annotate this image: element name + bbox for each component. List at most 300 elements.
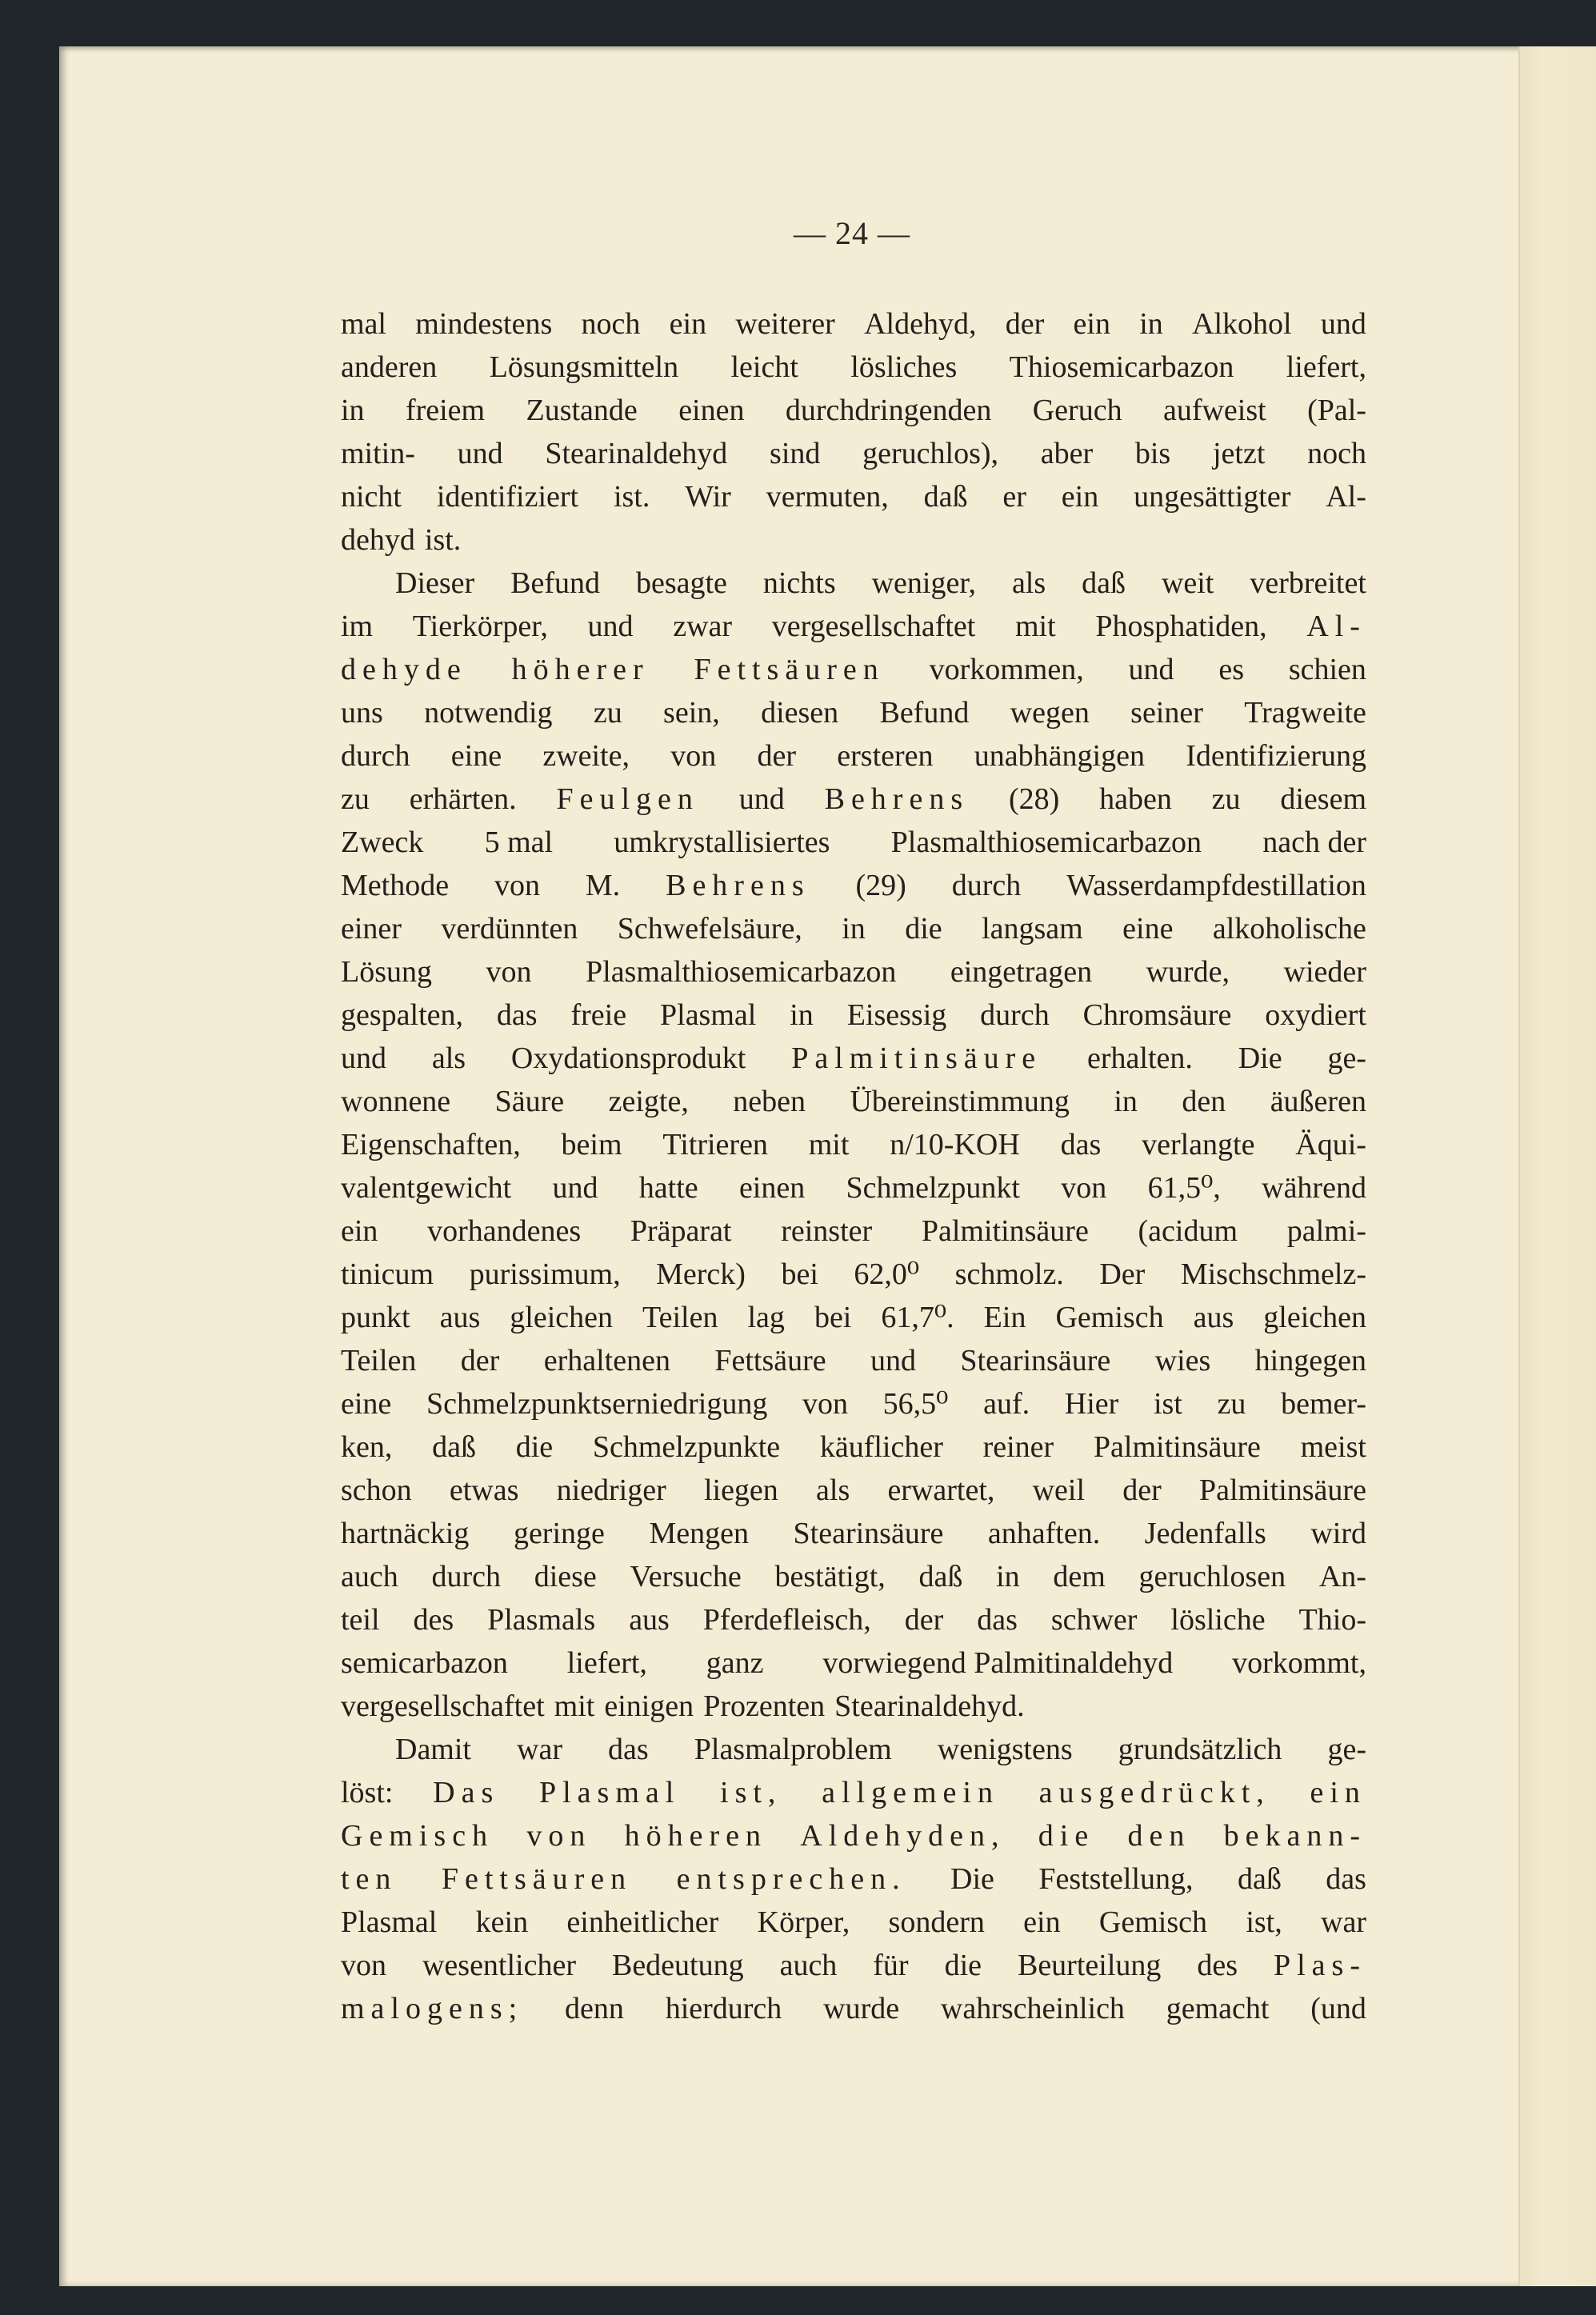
- word: den: [1182, 1085, 1226, 1118]
- word: zwar: [673, 610, 733, 643]
- word: in: [1114, 1085, 1138, 1118]
- word: Übereinstimmung: [850, 1085, 1070, 1118]
- word: Ein: [983, 1301, 1026, 1334]
- word: ken,: [341, 1430, 393, 1464]
- word: zu: [1211, 782, 1241, 816]
- word: notwendig: [424, 696, 553, 730]
- word: der: [757, 739, 797, 773]
- word: nicht: [341, 480, 402, 514]
- word: neben: [733, 1085, 806, 1118]
- word: einer: [341, 912, 402, 946]
- word: gemacht: [1166, 1992, 1270, 2025]
- word: Wir: [685, 480, 731, 514]
- word: einen: [738, 1171, 806, 1205]
- text-line: [341, 1425, 1366, 1469]
- word: vergesellschaftet: [341, 1689, 545, 1723]
- word: ungesättigter: [1134, 480, 1291, 514]
- word: einigen: [604, 1689, 694, 1723]
- word: mitin-: [341, 437, 415, 470]
- word: vorkommt,: [1232, 1646, 1366, 1680]
- word: Zweck: [341, 826, 424, 859]
- word: lag: [747, 1301, 785, 1334]
- text-line: [341, 907, 1366, 950]
- text-line: [341, 1598, 1366, 1641]
- word: Stearinaldehyd: [545, 437, 728, 470]
- word: das: [1060, 1128, 1102, 1161]
- text-line: [341, 648, 1366, 691]
- text-line: [341, 1123, 1366, 1166]
- word: Chromsäure: [1082, 998, 1232, 1032]
- word: Teilen: [341, 1344, 417, 1377]
- word: sein,: [663, 696, 720, 730]
- word: Plasmal: [341, 1905, 438, 1939]
- word: diesen: [761, 696, 839, 730]
- word: Befund: [879, 696, 970, 730]
- word: n/10-KOH: [890, 1128, 1020, 1161]
- word: anhaften.: [987, 1517, 1101, 1550]
- word: Mengen: [649, 1517, 749, 1550]
- word: Al-: [1326, 480, 1366, 514]
- word: weniger,: [871, 566, 976, 600]
- word: der: [904, 1603, 944, 1637]
- word: ist,: [720, 1776, 782, 1809]
- word: meist: [1300, 1430, 1366, 1464]
- text-line: [341, 1209, 1366, 1253]
- word: aus: [1193, 1301, 1234, 1334]
- word: eine: [1122, 912, 1174, 946]
- text-line: [341, 691, 1366, 734]
- text-line: [341, 1080, 1366, 1123]
- word: durchdringenden: [785, 394, 992, 427]
- word: mal: [341, 307, 386, 341]
- word: aber: [1040, 437, 1094, 470]
- word: Plasmal: [538, 1776, 681, 1809]
- word: (acidum: [1138, 1214, 1238, 1248]
- word: Stearinsäure: [960, 1344, 1111, 1377]
- word: Äqui-: [1295, 1128, 1366, 1161]
- word: weil: [1032, 1473, 1086, 1507]
- word: von: [670, 739, 717, 773]
- word: Plasmals: [487, 1603, 596, 1637]
- word: Stearinaldehyd.: [834, 1689, 1025, 1723]
- word: Schmelzpunkte: [592, 1430, 781, 1464]
- text-line: [341, 1253, 1366, 1296]
- word: schwer: [1050, 1603, 1138, 1637]
- word: mit: [808, 1128, 850, 1161]
- word: Damit: [395, 1733, 471, 1766]
- word: hingegen: [1254, 1344, 1366, 1377]
- word: nichts: [762, 566, 836, 600]
- word: vorkommen,: [929, 653, 1084, 686]
- word: eine: [450, 739, 502, 773]
- word: bekann-: [1223, 1819, 1366, 1853]
- word: Teilen: [642, 1301, 718, 1334]
- word: die: [1038, 1819, 1095, 1853]
- word: in: [341, 394, 365, 427]
- word: oxydiert: [1265, 998, 1366, 1032]
- word: Eisessig: [846, 998, 947, 1032]
- word: (und: [1310, 1992, 1366, 2025]
- word: war: [517, 1733, 562, 1766]
- word: liefert,: [1286, 350, 1366, 384]
- word: Behrens: [666, 869, 810, 902]
- word: im: [341, 610, 374, 643]
- word: punkt: [341, 1301, 410, 1334]
- word: ist.: [424, 523, 462, 557]
- word: ten: [341, 1862, 398, 1896]
- word: allgemein: [822, 1776, 999, 1809]
- word: ge-: [1327, 1733, 1366, 1766]
- word: daß: [1082, 566, 1126, 600]
- word: (28): [1008, 782, 1060, 816]
- text-line: [341, 864, 1366, 907]
- word: durch: [951, 869, 1022, 902]
- word: Gemisch: [1055, 1301, 1164, 1334]
- text-line: [341, 1166, 1366, 1209]
- word: dem: [1053, 1560, 1106, 1593]
- word: sondern: [888, 1905, 985, 1939]
- word: beim: [561, 1128, 622, 1161]
- word: mindestens: [415, 307, 553, 341]
- word: 62,0⁰: [854, 1257, 920, 1291]
- word: wesentlicher: [422, 1949, 576, 1982]
- word: bestätigt,: [774, 1560, 886, 1593]
- word: durch: [431, 1560, 501, 1593]
- word: daß: [918, 1560, 963, 1593]
- word: verbreitet: [1250, 566, 1366, 600]
- text-line: [341, 346, 1366, 389]
- word: kein: [475, 1905, 529, 1939]
- word: noch: [1307, 437, 1366, 470]
- word: der: [460, 1344, 500, 1377]
- word: Gemisch: [341, 1819, 494, 1853]
- word: hierdurch: [665, 1992, 782, 2025]
- word: bei: [814, 1301, 852, 1334]
- word: Schmelzpunkt: [846, 1171, 1020, 1205]
- word: der: [1005, 307, 1045, 341]
- word: diese: [534, 1560, 597, 1593]
- word: die: [515, 1430, 554, 1464]
- word: Behrens: [824, 782, 970, 816]
- word: schon: [341, 1473, 412, 1507]
- word: erwartet,: [887, 1473, 995, 1507]
- word: als: [431, 1042, 466, 1075]
- word: Methode: [341, 869, 450, 902]
- word: Fettsäure: [714, 1344, 826, 1377]
- word: mit: [554, 1689, 595, 1723]
- word: weit: [1161, 566, 1214, 600]
- word: vorwiegend Palmitinaldehyd: [822, 1646, 1174, 1680]
- word: vergesellschaftet: [771, 610, 976, 643]
- word: wonnene: [341, 1085, 451, 1118]
- word: valentgewicht: [341, 1171, 512, 1205]
- text-line: [341, 778, 1366, 821]
- word: von: [1061, 1171, 1107, 1205]
- word: wird: [1310, 1517, 1366, 1550]
- word: liegen: [703, 1473, 778, 1507]
- word: Der: [1099, 1257, 1146, 1291]
- word: Plas-: [1273, 1949, 1366, 1982]
- word: jetzt: [1212, 437, 1266, 470]
- word: auch: [341, 1560, 398, 1593]
- word: Gemisch: [1098, 1905, 1207, 1939]
- word: höherer: [511, 653, 650, 686]
- word: wegen: [1010, 696, 1090, 730]
- word: erhaltenen: [543, 1344, 670, 1377]
- word: er: [1002, 480, 1026, 514]
- word: reiner: [982, 1430, 1054, 1464]
- word: identifiziert: [436, 480, 579, 514]
- word: besagte: [635, 566, 727, 600]
- text-line: [341, 1339, 1366, 1382]
- word: Aldehyd,: [864, 307, 977, 341]
- word: grundsätzlich: [1118, 1733, 1282, 1766]
- word: Aldehyden,: [800, 1819, 1006, 1853]
- word: ein: [341, 1214, 378, 1248]
- word: von: [341, 1949, 386, 1982]
- word: erhalten.: [1087, 1042, 1193, 1075]
- word: malogens;: [341, 1992, 524, 2025]
- word: verdünnten: [441, 912, 578, 946]
- word: eine: [341, 1387, 392, 1421]
- word: von: [526, 1819, 592, 1853]
- word: Merck): [656, 1257, 746, 1291]
- text-line: [341, 734, 1366, 778]
- word: Phosphatiden,: [1095, 610, 1267, 643]
- word: wahrscheinlich: [940, 1992, 1125, 2025]
- word: daß: [432, 1430, 476, 1464]
- word: Lösungsmitteln: [489, 350, 679, 384]
- word: gespalten,: [341, 998, 464, 1032]
- word: Körper,: [757, 1905, 850, 1939]
- word: Oxydationsprodukt: [510, 1042, 746, 1075]
- word: einen: [678, 394, 745, 427]
- word: denn: [565, 1992, 624, 2025]
- word: M.: [585, 869, 621, 902]
- word: auch: [779, 1949, 838, 1982]
- word: 61,5⁰,: [1147, 1171, 1221, 1205]
- word: auf.: [983, 1387, 1030, 1421]
- word: Pferdefleisch,: [702, 1603, 871, 1637]
- word: palmi-: [1286, 1214, 1366, 1248]
- word: schien: [1288, 653, 1366, 686]
- word: den: [1127, 1819, 1191, 1853]
- word: wieder: [1283, 955, 1366, 989]
- word: hartnäckig: [341, 1517, 470, 1550]
- word: Geruch: [1032, 394, 1122, 427]
- word: zeigte,: [608, 1085, 689, 1118]
- word: Palmitinsäure: [1093, 1430, 1261, 1464]
- word: liefert,: [566, 1646, 647, 1680]
- word: lösliches: [850, 350, 958, 384]
- word: Die: [950, 1862, 994, 1896]
- word: das: [1326, 1862, 1366, 1896]
- word: und: [552, 1171, 598, 1205]
- word: haben: [1099, 782, 1172, 816]
- word: Fettsäuren: [441, 1862, 633, 1896]
- word: entsprechen.: [676, 1862, 906, 1896]
- word: von: [494, 869, 540, 902]
- word: zu: [593, 696, 622, 730]
- word: eingetragen: [950, 955, 1093, 989]
- text-line: [341, 821, 1366, 864]
- word: wurde,: [1146, 955, 1230, 989]
- word: und: [341, 1042, 386, 1075]
- text-line: [341, 518, 1366, 562]
- word: Feulgen: [556, 782, 699, 816]
- text-line: [341, 1685, 1366, 1728]
- word: bemer-: [1281, 1387, 1366, 1421]
- word: freiem: [405, 394, 486, 427]
- word: wies: [1154, 1344, 1211, 1377]
- word: wenigstens: [937, 1733, 1073, 1766]
- word: Thio-: [1298, 1603, 1366, 1637]
- word: aus: [439, 1301, 481, 1334]
- text-line: [341, 1037, 1366, 1080]
- word: Präparat: [630, 1214, 732, 1248]
- word: wurde: [823, 1992, 900, 2025]
- word: Fettsäuren: [694, 653, 885, 686]
- word: Hier: [1064, 1387, 1119, 1421]
- word: weiterer: [735, 307, 835, 341]
- word: geruchlosen: [1138, 1560, 1286, 1593]
- text-line: [341, 1296, 1366, 1339]
- word: 5 mal: [484, 826, 554, 859]
- word: Säure: [494, 1085, 565, 1118]
- word: Die: [1238, 1042, 1282, 1075]
- word: ein: [1023, 1905, 1061, 1939]
- word: in: [1139, 307, 1163, 341]
- word: mit: [1015, 610, 1056, 643]
- text-line: [341, 432, 1366, 475]
- word: das: [496, 998, 538, 1032]
- word: semicarbazon: [341, 1646, 508, 1680]
- word: aus: [629, 1603, 670, 1637]
- word: vermuten,: [766, 480, 889, 514]
- text-line: [341, 1728, 1366, 1771]
- word: die: [944, 1949, 982, 1982]
- text-line: [341, 475, 1366, 518]
- word: Prozenten: [703, 1689, 826, 1723]
- word: daß: [923, 480, 968, 514]
- text-line: [341, 1512, 1366, 1555]
- word: durch: [341, 739, 410, 773]
- word: (Pal-: [1307, 394, 1366, 427]
- word: ein: [669, 307, 707, 341]
- page-number: — 24 —: [794, 215, 910, 251]
- word: Plasmalthiosemicarbazon: [890, 826, 1202, 859]
- text-line: [341, 1469, 1366, 1512]
- body-text: [341, 302, 1366, 2030]
- word: (29): [855, 869, 906, 902]
- word: diesem: [1280, 782, 1366, 816]
- word: und: [738, 782, 785, 816]
- word: An-: [1318, 1560, 1366, 1593]
- word: Palmitinsäure: [1198, 1473, 1366, 1507]
- word: erhärten.: [409, 782, 517, 816]
- word: gleichen: [510, 1301, 613, 1334]
- word: purissimum,: [469, 1257, 621, 1291]
- word: Beurteilung: [1017, 1949, 1162, 1982]
- word: zu: [341, 782, 370, 816]
- word: lösliche: [1170, 1603, 1266, 1637]
- word: Alkohol: [1192, 307, 1292, 341]
- word: hatte: [638, 1171, 698, 1205]
- word: zweite,: [542, 739, 630, 773]
- word: Befund: [510, 566, 601, 600]
- text-line: [341, 605, 1366, 648]
- word: anderen: [341, 350, 438, 384]
- word: des: [1197, 1949, 1238, 1982]
- word: ein: [1073, 307, 1110, 341]
- word: ist: [1153, 1387, 1182, 1421]
- text-line: [341, 562, 1366, 605]
- word: und: [457, 437, 503, 470]
- word: ein: [1310, 1776, 1366, 1809]
- word: es: [1218, 653, 1245, 686]
- word: geruchlos),: [862, 437, 999, 470]
- word: etwas: [449, 1473, 519, 1507]
- word: aufweist: [1162, 394, 1266, 427]
- word: niedriger: [556, 1473, 666, 1507]
- text-line: [341, 1555, 1366, 1598]
- word: Plasmalthiosemicarbazon: [586, 955, 897, 989]
- word: freie: [570, 998, 627, 1032]
- word: ersteren: [837, 739, 934, 773]
- word: Zustande: [526, 394, 638, 427]
- word: reinster: [781, 1214, 873, 1248]
- word: höheren: [624, 1819, 767, 1853]
- word: teil: [341, 1603, 380, 1637]
- word: Stearinsäure: [793, 1517, 944, 1550]
- word: gleichen: [1263, 1301, 1366, 1334]
- word: war: [1321, 1905, 1366, 1939]
- text-line: [341, 1382, 1366, 1425]
- text-line: [341, 302, 1366, 346]
- word: schmolz.: [954, 1257, 1064, 1291]
- word: Feststellung,: [1038, 1862, 1194, 1896]
- word: unabhängigen: [974, 739, 1145, 773]
- word: Jedenfalls: [1144, 1517, 1266, 1550]
- word: in: [790, 998, 814, 1032]
- text-line: [341, 1901, 1366, 1944]
- word: Bedeutung: [611, 1949, 744, 1982]
- word: das: [608, 1733, 649, 1766]
- text-line: [341, 994, 1366, 1037]
- word: Tragweite: [1244, 696, 1366, 730]
- word: langsam: [982, 912, 1083, 946]
- text-line: [341, 1944, 1366, 1987]
- word: die: [905, 912, 942, 946]
- word: vorhandenes: [427, 1214, 582, 1248]
- word: tinicum: [341, 1257, 434, 1291]
- word: bei: [781, 1257, 818, 1291]
- word: sind: [770, 437, 821, 470]
- word: in: [996, 1560, 1020, 1593]
- word: Eigenschaften,: [341, 1128, 521, 1161]
- text-line: [341, 1857, 1366, 1901]
- word: umkrystallisiertes: [614, 826, 830, 859]
- word: das: [977, 1603, 1018, 1637]
- word: als: [1011, 566, 1046, 600]
- word: und: [587, 610, 634, 643]
- word: verlangte: [1142, 1128, 1255, 1161]
- word: zu: [1217, 1387, 1246, 1421]
- word: Dieser: [395, 566, 475, 600]
- word: nach der: [1262, 826, 1366, 859]
- word: bis: [1134, 437, 1171, 470]
- word: Palmitinsäure: [921, 1214, 1089, 1248]
